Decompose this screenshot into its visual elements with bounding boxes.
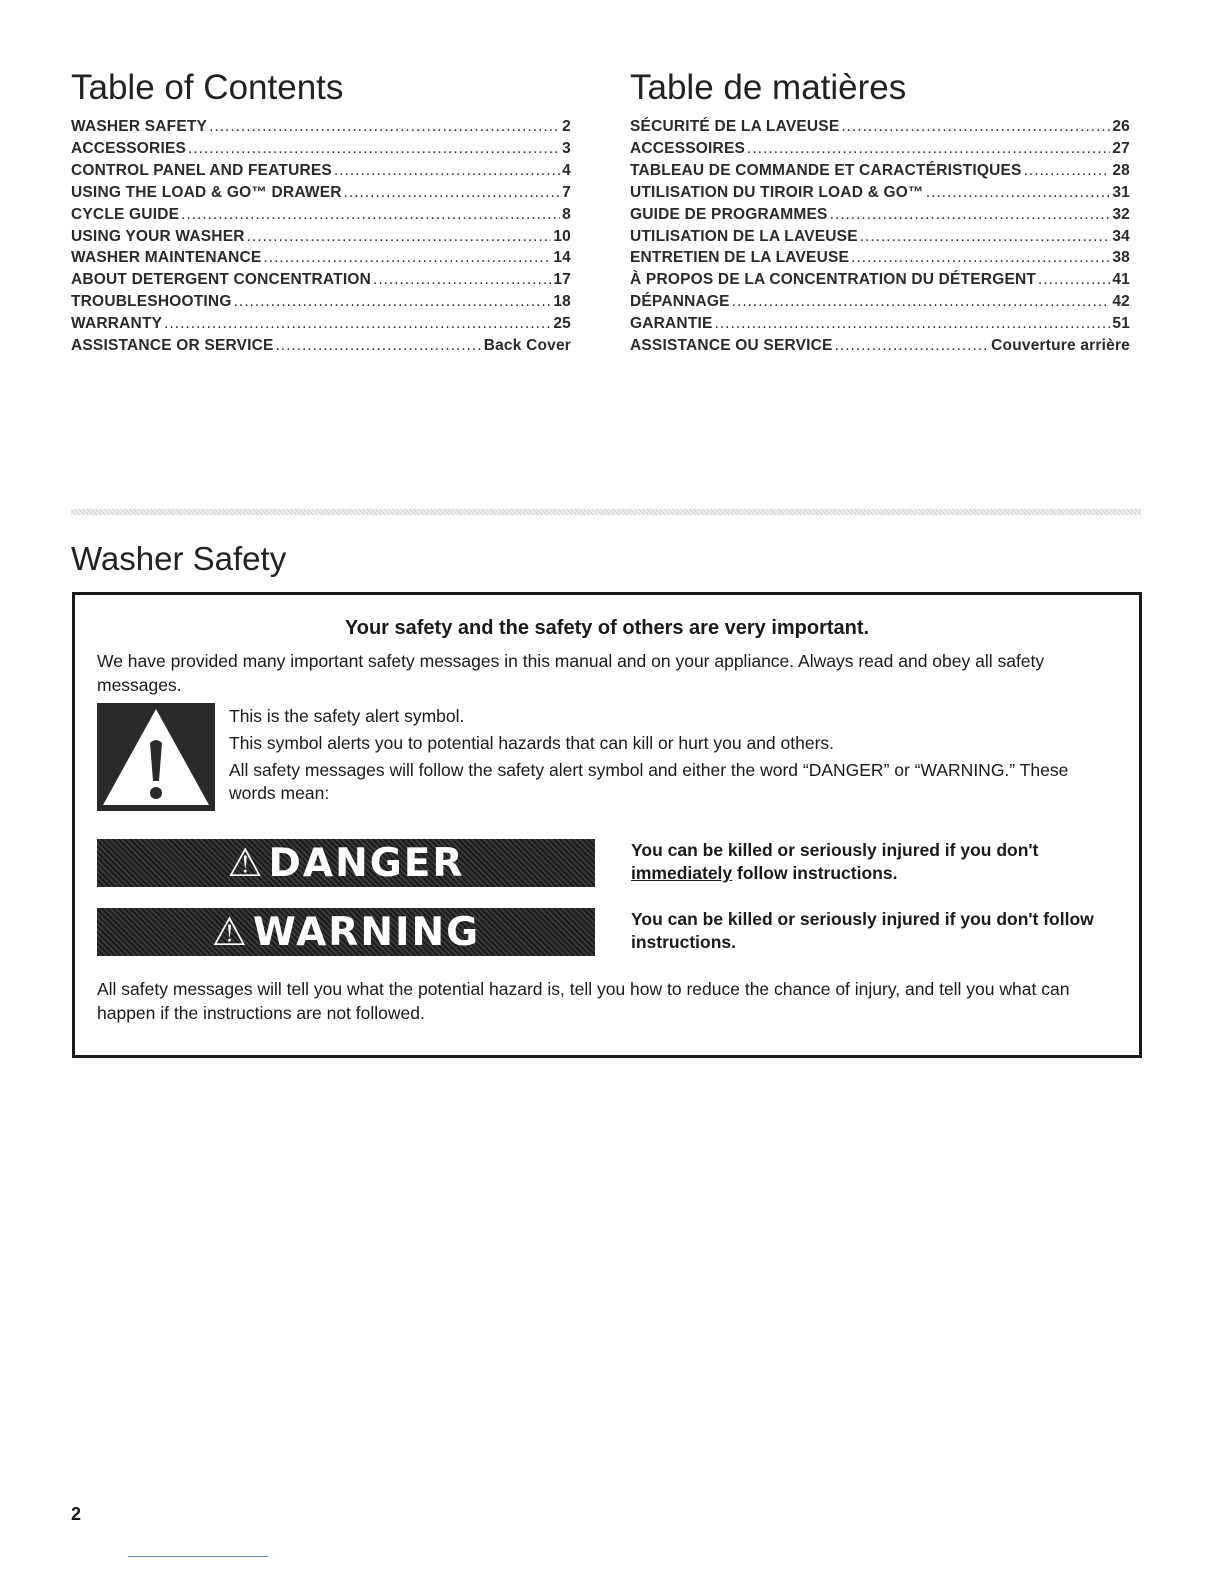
toc-entry-label: UTILISATION DE LA LAVEUSE — [630, 227, 858, 245]
toc-entry[interactable] — [71, 335, 571, 357]
toc-entry-page: 26 — [1112, 118, 1130, 135]
toc-entry-label: ASSISTANCE OU SERVICE — [630, 337, 833, 355]
toc-entry-page: 4 — [562, 161, 571, 179]
toc-entry[interactable] — [71, 160, 571, 182]
toc-leader-dots — [926, 182, 1111, 204]
safety-intro: We have provided many important safety messages in this manual and on your appliance. Always read and obey all safety messages. — [97, 651, 1045, 695]
toc-entry-label: GUIDE DE PROGRAMMES — [630, 205, 828, 223]
toc-leader-dots — [263, 247, 551, 269]
toc-entry-label: ENTRETIEN DE LA LAVEUSE — [630, 249, 850, 267]
toc-entry-label: WASHER SAFETY — [71, 118, 208, 135]
toc-entry-label: USING THE LOAD & GO™ DRAWER — [71, 183, 342, 201]
toc-leader-dots — [1038, 269, 1110, 291]
toc-leader-dots — [188, 138, 560, 160]
toc-entry[interactable] — [630, 335, 1130, 357]
toc-entry-label: CONTROL PANEL AND FEATURES — [71, 161, 332, 179]
toc-entry-label: WARRANTY — [71, 315, 163, 333]
toc-entry-page: 32 — [1112, 205, 1130, 223]
danger-desc-emphasis: immediately — [631, 863, 733, 883]
toc-entry-page: 14 — [553, 249, 571, 267]
safety-headline: Your safety and the safety of others are very important. — [344, 617, 870, 639]
alert-line: All safety messages will follow the safety alert symbol and either the word “DANGER” or “WARNING.” These words mean: — [229, 760, 1069, 803]
toc-entry-page: 41 — [1112, 271, 1130, 289]
toc-entry-page: Back Cover — [483, 337, 571, 355]
toc-french — [630, 66, 1130, 357]
toc-entry-page: 2 — [562, 118, 571, 135]
toc-entry-label: GARANTIE — [630, 315, 713, 333]
toc-entry-label: TROUBLESHOOTING — [71, 293, 232, 311]
toc-entry[interactable] — [71, 226, 571, 248]
toc-entry-page: 7 — [562, 183, 571, 201]
toc-leader-dots — [164, 313, 551, 335]
toc-leader-dots — [835, 335, 990, 357]
safety-alert-explanation — [229, 705, 1089, 809]
section-title: Washer Safety — [71, 540, 287, 577]
toc-entry[interactable] — [630, 226, 1130, 248]
toc-entry-label: USING YOUR WASHER — [71, 227, 245, 245]
toc-entry-label: ACCESSOIRES — [630, 139, 746, 157]
warning-signal-banner — [97, 908, 595, 956]
toc-entry-page: 10 — [553, 227, 571, 245]
toc-french-title: Table de matières — [630, 68, 907, 107]
toc-entry-page: 42 — [1112, 293, 1130, 311]
toc-leader-dots — [334, 160, 560, 182]
toc-entry[interactable] — [630, 182, 1130, 204]
toc-leader-dots — [732, 291, 1111, 313]
danger-desc-text: You can be killed or seriously injured if you don't — [631, 840, 1039, 860]
footer-rule — [128, 1556, 268, 1557]
toc-entry-label: SÉCURITÉ DE LA LAVEUSE — [630, 118, 840, 135]
toc-entry-page: 34 — [1112, 227, 1130, 245]
toc-entry-page: 38 — [1112, 249, 1130, 267]
toc-entry-page: 25 — [553, 315, 571, 333]
toc-entry[interactable] — [630, 204, 1130, 226]
toc-leader-dots — [373, 269, 551, 291]
toc-entry[interactable] — [630, 291, 1130, 313]
toc-french-list — [630, 116, 1130, 357]
toc-leader-dots — [841, 116, 1110, 138]
toc-entry-page: 8 — [562, 205, 571, 223]
danger-word: DANGER — [268, 840, 465, 886]
toc-entry-label: ABOUT DETERGENT CONCENTRATION — [71, 271, 372, 289]
toc-english-list — [71, 116, 571, 357]
warning-triangle-icon: ⚠ — [211, 909, 249, 955]
toc-entry-page: 51 — [1112, 315, 1130, 333]
toc-entry[interactable] — [71, 269, 571, 291]
warning-word: WARNING — [252, 909, 481, 955]
toc-leader-dots — [851, 247, 1110, 269]
toc-entry-label: UTILISATION DU TIROIR LOAD & GO™ — [630, 183, 924, 201]
toc-leader-dots — [830, 204, 1111, 226]
toc-entry-page: 18 — [553, 293, 571, 311]
toc-leader-dots — [344, 182, 561, 204]
toc-entry-page: 28 — [1112, 161, 1130, 179]
toc-entry-label: ACCESSORIES — [71, 139, 187, 157]
toc-entry-label: ASSISTANCE OR SERVICE — [71, 337, 274, 355]
toc-entry[interactable] — [630, 313, 1130, 335]
toc-leader-dots — [247, 226, 552, 248]
toc-entry[interactable] — [71, 313, 571, 335]
toc-english — [71, 66, 571, 357]
toc-entry-label: DÉPANNAGE — [630, 293, 730, 311]
safety-alert-triangle-icon — [97, 703, 215, 811]
toc-english-title: Table of Contents — [71, 68, 344, 107]
toc-entry-label: À PROPOS DE LA CONCENTRATION DU DÉTERGENT — [630, 271, 1037, 289]
toc-entry-page: 17 — [553, 271, 571, 289]
safety-notice-box — [72, 592, 1142, 1058]
toc-entry[interactable] — [71, 291, 571, 313]
page-number: 2 — [71, 1504, 82, 1524]
warning-description: You can be killed or seriously injured if you don't follow instructions. — [631, 909, 1094, 952]
toc-leader-dots — [181, 204, 560, 226]
toc-entry[interactable] — [71, 182, 571, 204]
toc-entry[interactable] — [71, 138, 571, 160]
toc-leader-dots — [234, 291, 552, 313]
alert-line: This symbol alerts you to potential hazards that can kill or hurt you and others. — [229, 733, 835, 753]
toc-entry-page: Couverture arrière — [991, 337, 1130, 355]
toc-entry[interactable] — [71, 204, 571, 226]
toc-entry[interactable] — [630, 138, 1130, 160]
toc-entry-page: 27 — [1112, 139, 1130, 157]
alert-line: This is the safety alert symbol. — [229, 706, 465, 726]
toc-leader-dots — [209, 116, 560, 138]
toc-leader-dots — [747, 138, 1110, 160]
toc-entry-page: 31 — [1112, 183, 1130, 201]
toc-entry-label: TABLEAU DE COMMANDE ET CARACTÉRISTIQUES — [630, 161, 1022, 179]
toc-entry[interactable] — [630, 116, 1130, 138]
toc-entry[interactable] — [630, 247, 1130, 269]
toc-leader-dots — [860, 226, 1111, 248]
danger-signal-banner — [97, 839, 595, 887]
toc-entry[interactable] — [71, 247, 571, 269]
toc-entry-page: 3 — [562, 139, 571, 157]
toc-entry-label: WASHER MAINTENANCE — [71, 249, 262, 267]
danger-description — [631, 839, 1121, 885]
toc-leader-dots — [715, 313, 1111, 335]
toc-leader-dots — [276, 335, 482, 357]
toc-entry[interactable] — [630, 269, 1130, 291]
toc-entry[interactable] — [71, 116, 571, 138]
warning-triangle-icon: ⚠ — [227, 840, 265, 886]
section-divider — [71, 509, 1141, 515]
safety-footer-text: All safety messages will tell you what the potential hazard is, tell you how to reduce the chance of injury, and tell you what can happen if the instructions are not followed. — [97, 979, 1070, 1023]
toc-leader-dots — [1024, 160, 1111, 182]
danger-desc-text-end: follow instructions. — [732, 863, 898, 883]
toc-entry-label: CYCLE GUIDE — [71, 205, 180, 223]
toc-entry[interactable] — [630, 160, 1130, 182]
